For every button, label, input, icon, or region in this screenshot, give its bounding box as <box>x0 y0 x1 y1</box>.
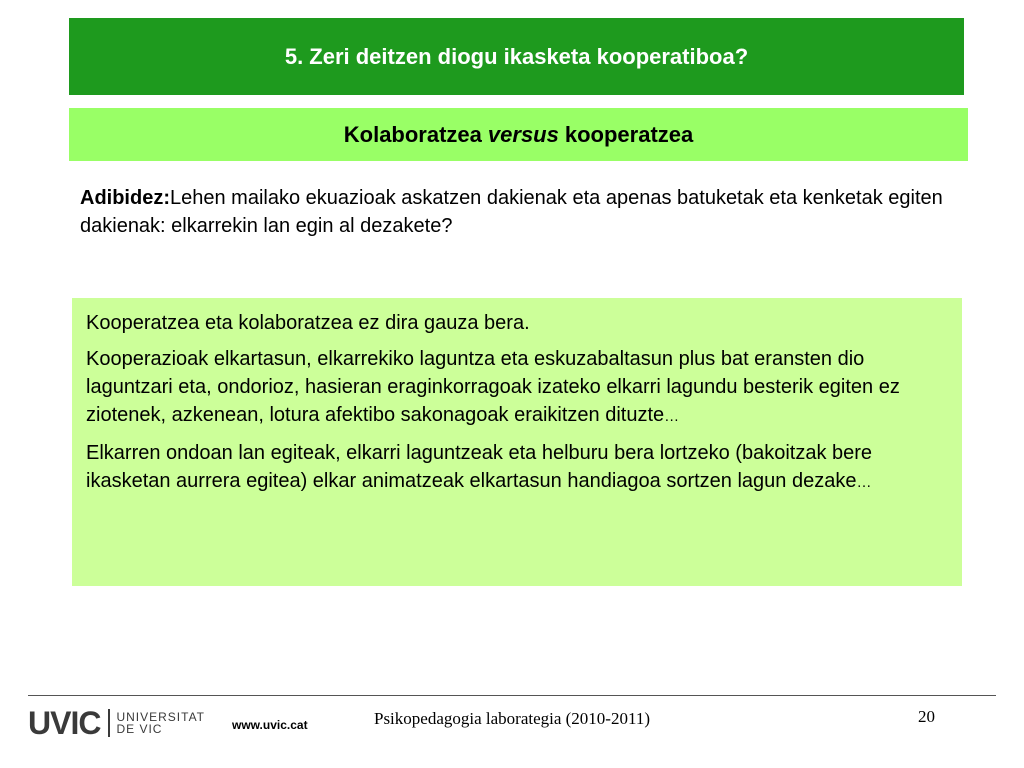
box-paragraph-2-text: Kooperazioak elkartasun, elkarrekiko laguntza eta eskuzabaltasun plus bat eransten dio laguntzari eta, ondorioz, hasieran eraginkorragoak izateko elkarri lagundu besterik egiten ez ziotenek, azkenean, lotura afektibo sakonagoak eraikitzen dituzte <box>86 348 900 426</box>
box-paragraph-3-text: Elkarren ondoan lan egiteak, elkarri laguntzeak eta helburu bera lortzeko (bakoitzak bere ikasketan aurrera egitea) elkar animatzeak elkartasun handiagoa sortzen lagun dezake <box>86 442 873 492</box>
example-lead: Adibidez: <box>80 187 170 209</box>
slide-title <box>69 18 964 95</box>
box-paragraph-2 <box>86 345 948 431</box>
logo-separator <box>108 709 110 737</box>
uvic-logo <box>28 706 223 740</box>
slide-subtitle <box>69 108 968 161</box>
box-paragraph-1-text: Kooperatzea eta kolaboratzea ez dira gauza bera. <box>86 312 530 334</box>
subtitle-italic: versus <box>487 121 559 147</box>
logo-line-2: DE VIC <box>116 722 163 736</box>
example-text: Lehen mailako ekuazioak askatzen dakienak eta apenas batuketak eta kenketak egiten dakienak: elkarrekin lan egin al dezakete? <box>80 187 943 237</box>
subtitle-part2: kooperatzea <box>564 121 694 147</box>
slide-title-text: 5. Zeri deitzen diogu ikasketa kooperatiboa? <box>284 43 749 69</box>
logo-mark: UVIC <box>28 705 101 741</box>
box-paragraph-2-ellipsis: … <box>664 408 680 425</box>
footer-divider <box>28 695 996 696</box>
subtitle-part1: Kolaboratzea <box>343 121 482 147</box>
box-paragraph-3 <box>86 439 948 497</box>
logo-line-1: UNIVERSITAT <box>116 710 206 724</box>
example-paragraph <box>80 184 970 240</box>
box-paragraph-3-ellipsis: … <box>856 474 872 491</box>
explanation-box <box>72 298 962 586</box>
logo-text <box>116 711 205 735</box>
footer-course-title: Psikopedagogia laborategia (2010-2011) <box>373 709 651 728</box>
page-number: 20 <box>918 707 935 726</box>
box-paragraph-1 <box>86 309 948 337</box>
website-link[interactable]: www.uvic.cat <box>232 718 308 732</box>
